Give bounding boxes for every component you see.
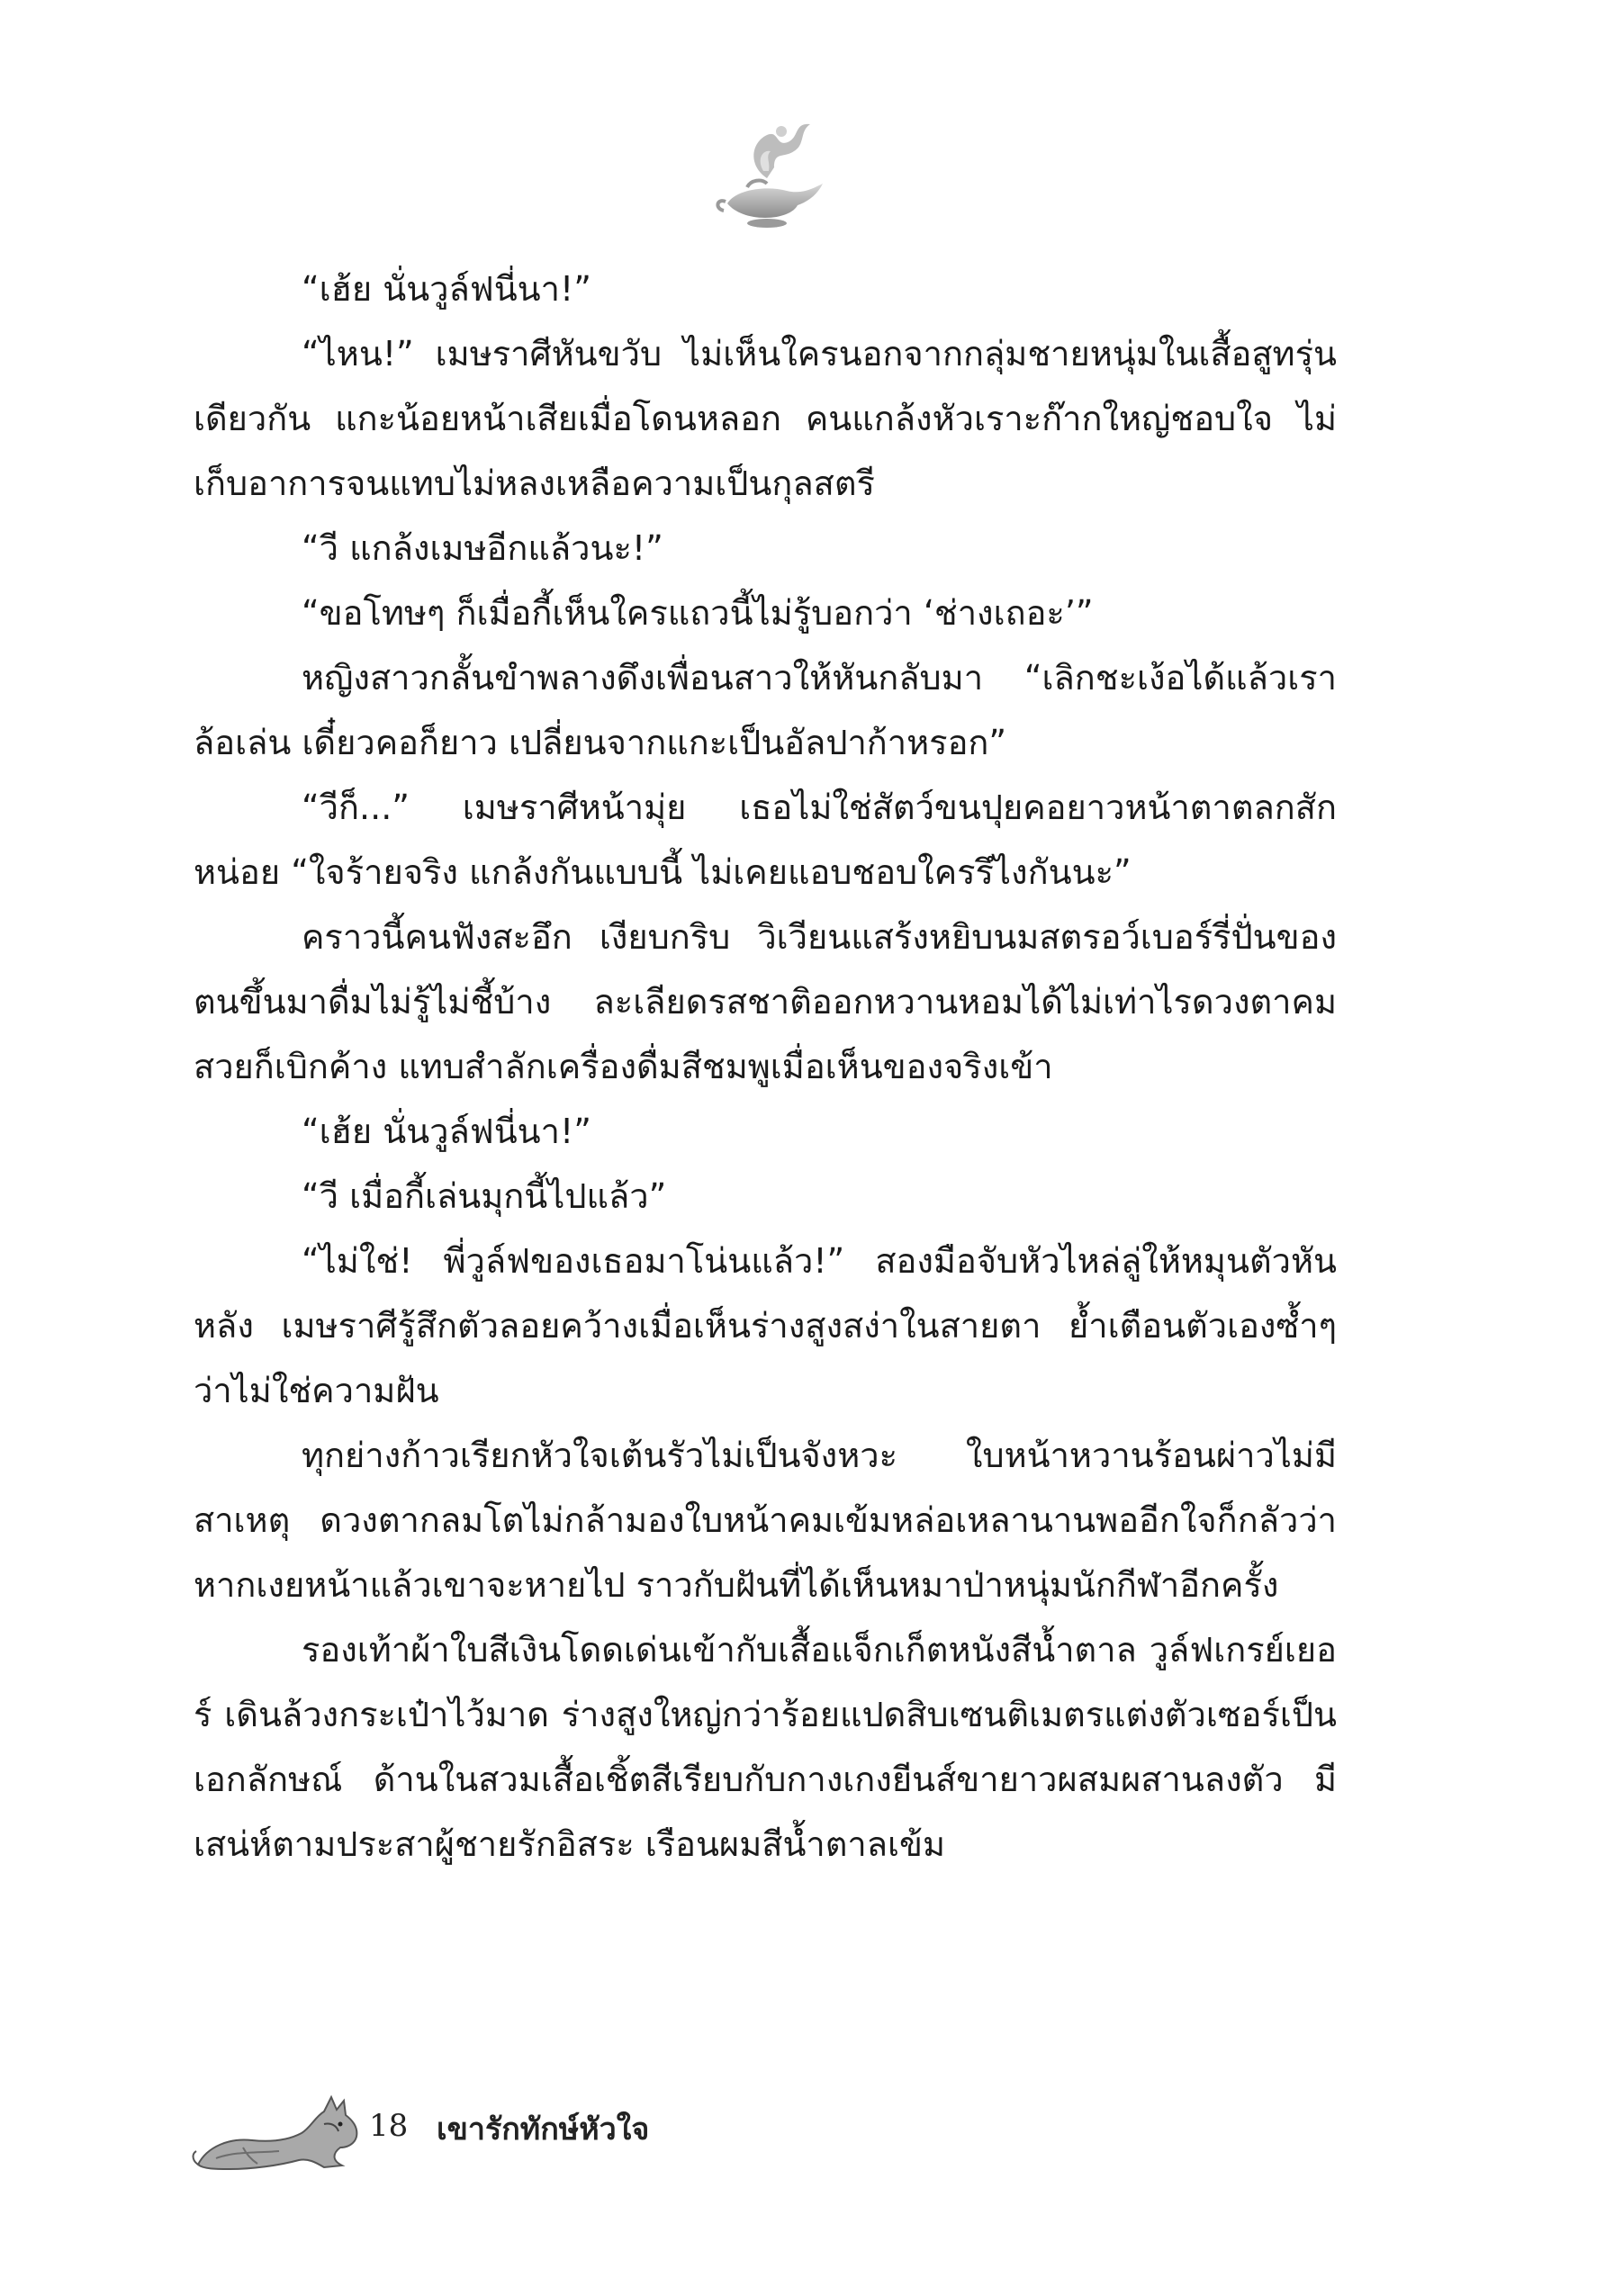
paragraph: “ไหน!” เมษราศีหันขวับ ไม่เห็นใครนอกจากกลุ่มชายหนุ่มในเสื้อสูทรุ่นเดียวกัน แกะน้อยหน้าเสียเมื่อโดนหลอก คนแกล้งหัวเราะก๊ากใหญ่ชอบใจ ไม่เก็บอาการจนแทบไม่หลงเหลือความเป็นกุลสตรี bbox=[194, 334, 1337, 503]
page-footer bbox=[189, 2061, 999, 2187]
paragraph: “วีก็...” เมษราศีหน้ามุ่ย เธอไม่ใช่สัตว์ขนปุยคอยาวหน้าตาตลกสักหน่อย “ใจร้ายจริง แกล้งกันแบบนี้ ไม่เคยแอบชอบใครรึไงกันนะ” bbox=[194, 788, 1337, 892]
paragraph: หญิงสาวกลั้นขำพลางดึงเพื่อนสาวให้หันกลับมา “เลิกชะเง้อได้แล้วเราล้อเล่น เดี๋ยวคอก็ยาว เปลี่ยนจากแกะเป็นอัลปาก้าหรอก” bbox=[194, 658, 1337, 762]
page-number: 18 bbox=[369, 2108, 409, 2144]
paragraph: รองเท้าผ้าใบสีเงินโดดเด่นเข้ากับเสื้อแจ็กเก็ตหนังสีน้ำตาล วูล์ฟเกรย์เยอร์ เดินล้วงกระเป๋าไว้มาด ร่างสูงใหญ่กว่าร้อยแปดสิบเซนติเมตรแต่งตัวเซอร์เป็นเอกลักษณ์ ด้านในสวมเสื้อเชิ้ตสีเรียบกับกางเกงยีนส์ขายาวผสมผสานลงตัว มีเสน่ห์ตามประสาผู้ชายรักอิสระ เรือนผมสีน้ำตาลเข้ม bbox=[194, 1630, 1337, 1864]
paragraph: ทุกย่างก้าวเรียกหัวใจเต้นรัวไม่เป็นจังหวะ ใบหน้าหวานร้อนผ่าวไม่มีสาเหตุ ดวงตากลมโตไม่กล้ามองใบหน้าคมเข้มหล่อเหลานานพออีกใจก็กลัวว่าหากเงยหน้าแล้วเขาจะหายไป ราวกับฝันที่ได้เห็นหมาป่าหนุ่มนักกีฬาอีกครั้ง bbox=[194, 1436, 1337, 1605]
paragraph: “ขอโทษๆ ก็เมื่อกี้เห็นใครแถวนี้ไม่รู้บอกว่า ‘ช่างเถอะ’” bbox=[302, 593, 1094, 633]
paragraph: “เฮ้ย นั่นวูล์ฟนี่นา!” bbox=[302, 269, 591, 309]
genie-lamp-icon bbox=[711, 115, 837, 241]
paragraph: “วี เมื่อกี้เล่นมุกนี้ไปแล้ว” bbox=[302, 1176, 667, 1216]
paragraph: “วี แกล้งเมษอีกแล้วนะ!” bbox=[302, 528, 663, 568]
paragraph: “ไม่ใช่! พี่วูล์ฟของเธอมาโน่นแล้ว!” สองมือจับหัวไหล่ลู่ให้หมุนตัวหันหลัง เมษราศีรู้สึกตัวลอยคว้างเมื่อเห็นร่างสูงสง่าในสายตา ย้ำเตือนตัวเองซ้ำๆ ว่าไม่ใช่ความฝัน bbox=[194, 1241, 1337, 1410]
paragraph: คราวนี้คนฟังสะอึก เงียบกริบ วิเวียนแสร้งหยิบนมสตรอว์เบอร์รี่ปั่นของตนขึ้นมาดื่มไม่รู้ไม่ชี้บ้าง ละเลียดรสชาติออกหวานหอมได้ไม่เท่าไรดวงตาคมสวยก็เบิกค้าง แทบสำลักเครื่องดื่มสีชมพูเมื่อเห็นของจริงเข้า bbox=[194, 917, 1337, 1086]
body-text bbox=[194, 257, 1337, 1877]
book-title: เขารักทักษ์หัวใจ bbox=[437, 2111, 650, 2147]
wolf-icon bbox=[189, 2061, 369, 2178]
paragraph: “เฮ้ย นั่นวูล์ฟนี่นา!” bbox=[302, 1112, 591, 1151]
